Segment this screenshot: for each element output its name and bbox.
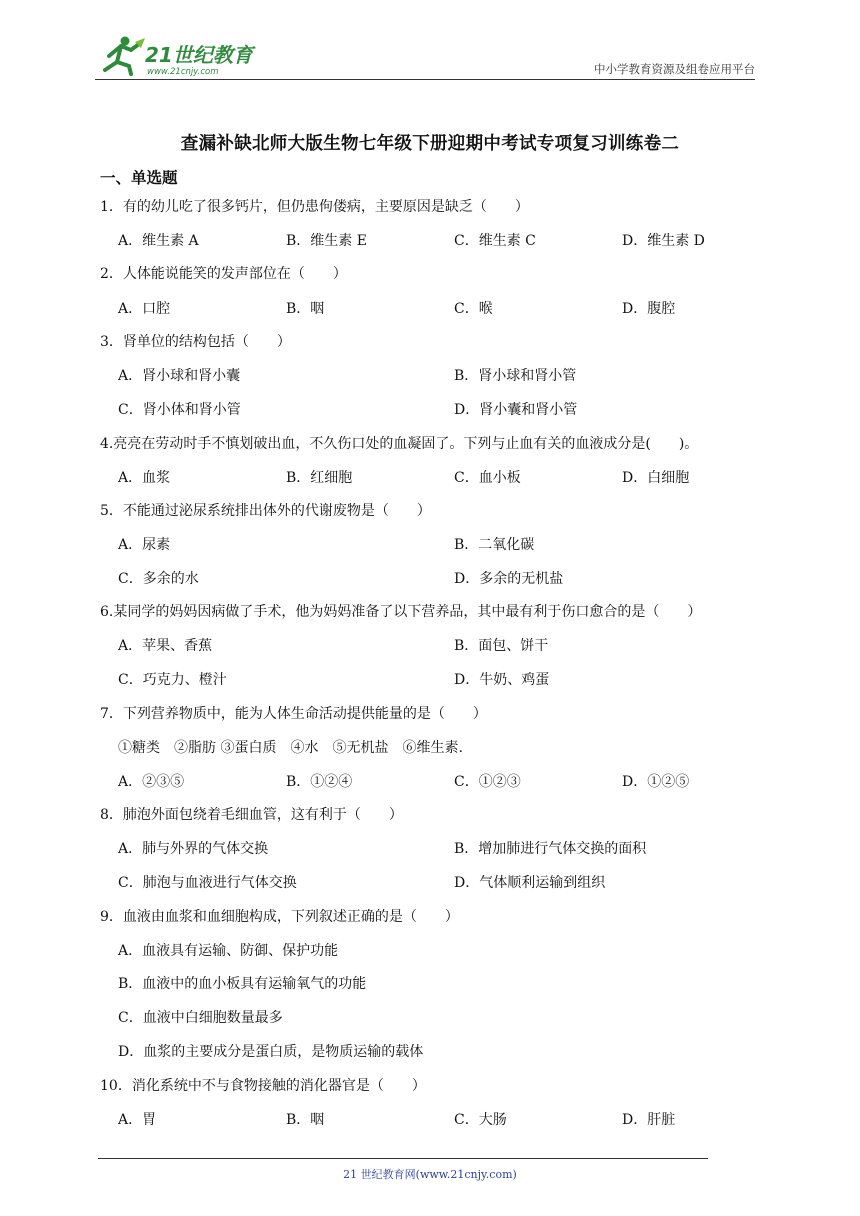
option-1b: B．维生素 E <box>286 233 367 249</box>
option-4d: D．白细胞 <box>622 470 690 486</box>
option-8a: A．肺与外界的气体交换 <box>118 841 269 857</box>
option-3a: A．肾小球和肾小囊 <box>118 368 241 384</box>
option-9a: A．血液具有运输、防御、保护功能 <box>118 943 339 959</box>
question-9: 9．血液由血浆和血细胞构成，下列叙述正确的是（ ） <box>100 909 459 925</box>
svg-text:21世纪教育: 21世纪教育 <box>145 43 253 67</box>
option-2d: D．腹腔 <box>622 301 676 317</box>
question-8: 8．肺泡外面包绕着毛细血管，这有利于（ ） <box>100 807 403 823</box>
header-divider <box>95 79 755 80</box>
option-10a: A．胃 <box>118 1112 157 1128</box>
question-7: 7．下列营养物质中，能为人体生命活动提供能量的是（ ） <box>100 706 487 722</box>
option-10c: C．大肠 <box>454 1112 507 1128</box>
option-3c: C．肾小体和肾小管 <box>118 402 241 418</box>
option-5c: C．多余的水 <box>118 571 199 587</box>
option-10b: B．咽 <box>286 1112 325 1128</box>
option-7c: C．①②③ <box>454 774 521 790</box>
section-heading: 一、单选题 <box>100 169 178 187</box>
option-9c: C．血液中白细胞数量最多 <box>118 1010 283 1026</box>
option-6a: A．苹果、香蕉 <box>118 638 213 654</box>
option-2a: A．口腔 <box>118 301 171 317</box>
option-3d: D．肾小囊和肾小管 <box>454 402 578 418</box>
question-2: 2．人体能说能笑的发声部位在（ ） <box>100 266 347 282</box>
question-10: 10．消化系统中不与食物接触的消化器官是（ ） <box>100 1078 426 1094</box>
option-2c: C．喉 <box>454 301 493 317</box>
question-7-items: ①糖类 ②脂肪 ③蛋白质 ④水 ⑤无机盐 ⑥维生素. <box>118 740 463 756</box>
option-4b: B．红细胞 <box>286 470 353 486</box>
page-header <box>95 32 755 78</box>
option-4c: C．血小板 <box>454 470 521 486</box>
footer-divider <box>98 1158 708 1159</box>
question-4: 4.亮亮在劳动时手不慎划破出血，不久伤口处的血凝固了。下列与止血有关的血液成分是( )。 <box>100 436 699 452</box>
question-5: 5．不能通过泌尿系统排出体外的代谢废物是（ ） <box>100 503 431 519</box>
option-8c: C．肺泡与血液进行气体交换 <box>118 875 297 891</box>
question-6: 6.某同学的妈妈因病做了手术，他为妈妈准备了以下营养品，其中最有利于伤口愈合的是（ ） <box>100 604 702 620</box>
question-3: 3．肾单位的结构包括（ ） <box>100 334 291 350</box>
option-8d: D．气体顺利运输到组织 <box>454 875 606 891</box>
option-5d: D．多余的无机盐 <box>454 571 564 587</box>
option-6c: C．巧克力、橙汁 <box>118 672 227 688</box>
option-6b: B．面包、饼干 <box>454 638 549 654</box>
option-1c: C．维生素 C <box>454 233 536 249</box>
option-8b: B．增加肺进行气体交换的面积 <box>454 841 647 857</box>
option-7d: D．①②⑤ <box>622 774 690 790</box>
option-5b: B．二氧化碳 <box>454 537 535 553</box>
svg-text:www.21cnjy.com: www.21cnjy.com <box>147 67 219 77</box>
paper-title: 查漏补缺北师大版生物七年级下册迎期中考试专项复习训练卷二 <box>180 134 680 154</box>
option-9d: D．血浆的主要成分是蛋白质，是物质运输的载体 <box>118 1044 424 1060</box>
option-7a: A．②③⑤ <box>118 774 185 790</box>
option-7b: B．①②④ <box>286 774 353 790</box>
option-10d: D．肝脏 <box>622 1112 676 1128</box>
option-2b: B．咽 <box>286 301 325 317</box>
option-4a: A．血浆 <box>118 470 171 486</box>
option-6d: D．牛奶、鸡蛋 <box>454 672 550 688</box>
option-1d: D．维生素 D <box>622 233 705 249</box>
option-9b: B．血液中的血小板具有运输氧气的功能 <box>118 976 367 992</box>
platform-name: 中小学教育资源及组卷应用平台 <box>594 62 755 76</box>
option-1a: A．维生素 A <box>118 233 199 249</box>
footer-link[interactable]: 21 世纪教育网(www.21cnjy.com) <box>343 1168 517 1181</box>
option-5a: A．尿素 <box>118 537 171 553</box>
question-1: 1．有的幼儿吃了很多钙片，但仍患佝偻病，主要原因是缺乏（ ） <box>100 199 529 215</box>
option-3b: B．肾小球和肾小管 <box>454 368 577 384</box>
logo-21cnjy <box>95 32 265 78</box>
